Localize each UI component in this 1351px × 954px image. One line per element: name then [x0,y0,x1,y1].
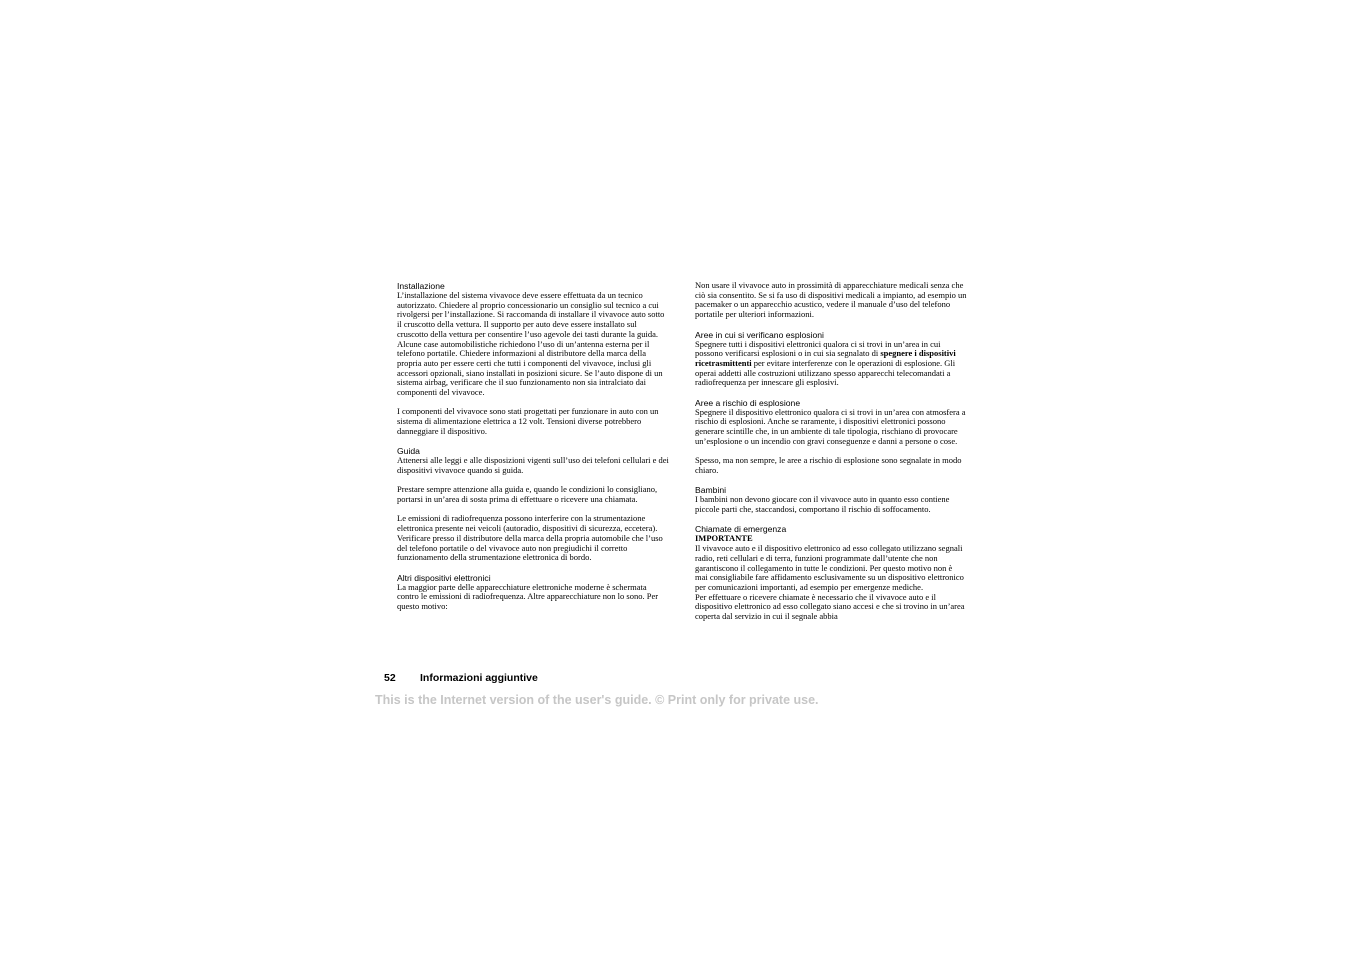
paragraph-guida-2: Prestare sempre attenzione alla guida e, quando le condizioni lo consigliano, portarsi in un’area di sosta prima di effettuare o ricevere una chiamata. [397,484,658,505]
right-column [695,281,967,622]
heading-aree-rischio: Aree a rischio di esplosione [695,397,801,408]
heading-installazione: Installazione [397,281,445,291]
heading-altri-dispositivi: Altri dispositivi elettronici [397,572,491,583]
watermark-notice: This is the Internet version of the user's guide. © Print only for private use. [375,693,819,707]
heading-bambini: Bambini [695,485,727,496]
paragraph-emergenza-1: Il vivavoce auto e il dispositivo elettronico ad esso collegato utilizzano segnali radio, reti cellulari e di terra, funzioni programmate dall’utente che non garantiscono il collegamento in tutte le condizioni. Per questo motivo non è mai consigliabile fare affidamento esclusivamente su un dispositivo elettronico per comunicazioni importanti, ad esempio per emergenze mediche. [695,543,964,592]
left-column [397,281,669,621]
paragraph-apparecchiature-medicali: Non usare il vivavoce auto in prossimità di apparecchiature medicali senza che ciò sia consentito. Se si fa uso di dispositivi medicali a impianto, ad esempio un pacemaker o un apparecchio acustico, vedere il manuale d’uso del telefono portatile per ulteriori informazioni. [695,280,967,320]
heading-guida: Guida [397,446,420,457]
paragraph-installazione-1: L’installazione del sistema vivavoce deve essere effettuata da un tecnico autorizzato. Chiedere al proprio concessionario un consiglio sul tecnico a cui rivolgersi per l’installazione. Si raccomanda di installare il vivavoce auto sotto il cruscotto della vettura. Il supporto per auto deve essere installato sul cruscotto della vettura per consentire l’uso agevole dei tasti durante la guida. Alcune case automobilistiche richiedono l’uso di un’antenna esterna per il telefono portatile. Chiedere informazioni al distributore della marca della propria auto per essere certi che tutti i componenti del vivavoce, inclusi gli accessori opzionali, siano installati in posizioni sicure. Se l’auto dispone di un sistema airbag, verificare che il suo funzionamento non sia intralciato dai componenti del vivavoce. [397,290,665,398]
text-esplosioni-a: Spegnere tutti i dispositivi elettronici qualora ci si trovi in un’area in cui possono verificarsi esplosioni o in cui sia segnalato di [695,338,941,359]
heading-aree-esplosioni: Aree in cui si verificano esplosioni [695,329,824,340]
page-footer [384,672,538,684]
paragraph-guida-1: Attenersi alle leggi e alle disposizioni vigenti sull’uso dei telefoni cellulari e dei dispositivi vivavoce quando si guida. [397,455,669,475]
paragraph-installazione-2: I componenti del vivavoce sono stati progettati per funzionare in auto con un sistema di alimentazione elettrica a 12 volt. Tensioni diverse potrebbero danneggiare il dispositivo. [397,406,659,436]
paragraph-guida-3: Le emissioni di radiofrequenza possono interferire con la strumentazione elettronica presente nei veicoli (autoradio, dispositivi di sicurezza, eccetera). Verificare presso il distributore della marca della propria automobile che l’uso del telefono portatile o del vivavoce auto non pregiudichi il corretto funzionamento della strumentazione elettronica di bordo. [397,513,663,563]
page-number: 52 [384,672,396,684]
heading-chiamate-emergenza: Chiamate di emergenza [695,524,787,535]
text-esplosioni-bold: spegnere i dispositivi ricetrasmittenti [695,348,956,368]
paragraph-aree-rischio-1: Spegnere il dispositivo elettronico qualora ci si trovi in un’area con atmosfera a rischio di esplosioni. Anche se raramente, i dispositivi elettronici possono generare scintille che, in un ambiente di tale tipologia, rischiano di provocare un’esplosione o un incendio con gravi conseguenze e danni a persone o cose. [695,406,966,446]
paragraph-aree-rischio-2: Spesso, ma non sempre, le aree a rischio di esplosione sono segnalate in modo chiaro. [695,455,962,475]
paragraph-emergenza-2: Per effettuare o ricevere chiamate è necessario che il vivavoce auto e il dispositivo elettronico ad esso collegato siano accesi e che si trovino in un’area coperta dal servizio in cui il segnale abbia [695,591,965,622]
paragraph-bambini: I bambini non devono giocare con il vivavoce auto in quanto esso contiene piccole parti che, staccandosi, comportano il rischio di soffocamento. [695,494,950,514]
paragraph-altri-dispositivi: La maggior parte delle apparecchiature elettroniche moderne è schermata contro le emissioni di radiofrequenza. Altre apparecchiature non lo sono. Per questo motivo: [397,581,659,612]
label-importante: IMPORTANTE [695,533,753,544]
paragraph-aree-esplosioni [695,340,967,389]
section-title: Informazioni aggiuntive [420,672,538,684]
text-esplosioni-b: per evitare interferenze con le operazioni di esplosione. Gli operai addetti alle costruzioni utilizzano spesso apparecchi telecomandati a radiofrequenza per innescare gli esplosivi. [695,357,956,388]
